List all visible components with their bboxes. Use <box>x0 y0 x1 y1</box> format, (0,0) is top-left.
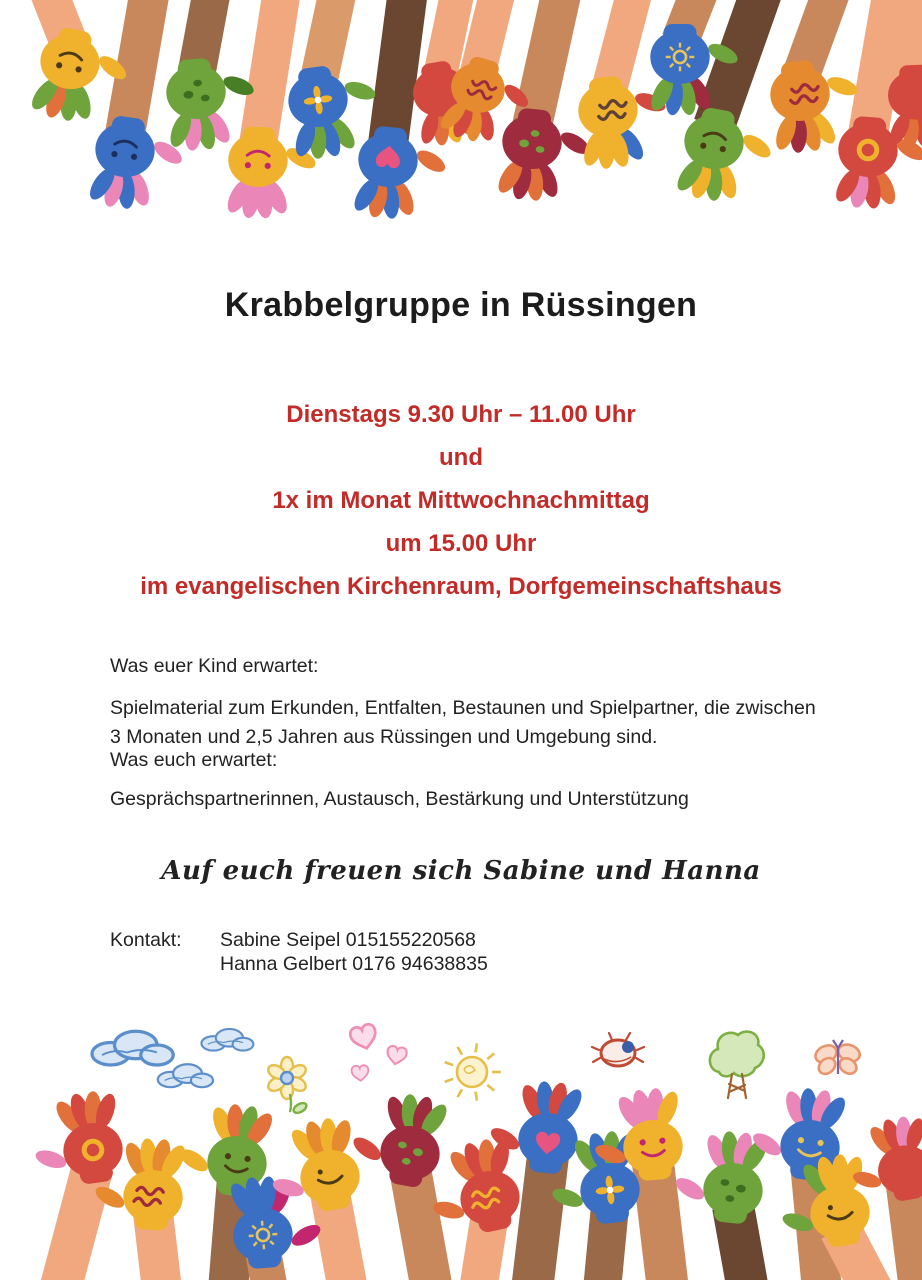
parents-expect-text: Gesprächspartnerinnen, Austausch, Bestärkung und Unterstützung <box>110 788 689 810</box>
contact-label: Kontakt: <box>110 929 182 951</box>
parents-expect-heading: Was euch erwartet: <box>110 749 278 771</box>
handprints-top-illustration <box>0 0 922 232</box>
child-expect-text: Spielmaterial zum Erkunden, Entfalten, Bestaunen und Spielpartner, die zwischen 3 Monaten und 2,5 Jahren aus Rüssingen und Umgebung sind. <box>110 697 816 748</box>
contact-line-hanna: Hanna Gelbert 0176 94638835 <box>220 952 488 975</box>
contact-lines <box>220 929 488 976</box>
schedule-line-monthly: 1x im Monat Mittwochnachmittag <box>272 487 650 514</box>
contact-line-sabine: Sabine Seipel 015155220568 <box>220 929 476 951</box>
child-expect-heading: Was euer Kind erwartet: <box>110 655 319 677</box>
handprints-bottom-svg <box>0 1020 922 1280</box>
contact-block <box>110 929 488 976</box>
page-title: Krabbelgruppe in Rüssingen <box>224 286 698 324</box>
schedule-block <box>0 393 922 608</box>
schedule-line-and: und <box>439 444 483 471</box>
schedule-line-afternoon-time: um 15.00 Uhr <box>385 530 537 557</box>
handprints-top-svg <box>0 0 922 232</box>
schedule-line-time: Dienstags 9.30 Uhr – 11.00 Uhr <box>286 401 636 428</box>
schedule-line-location: im evangelischen Kirchenraum, Dorfgemeinschaftshaus <box>140 573 782 600</box>
signoff-script-line: Auf euch freuen sich Sabine und Hanna <box>161 856 761 886</box>
handprints-bottom-illustration <box>0 1020 922 1280</box>
